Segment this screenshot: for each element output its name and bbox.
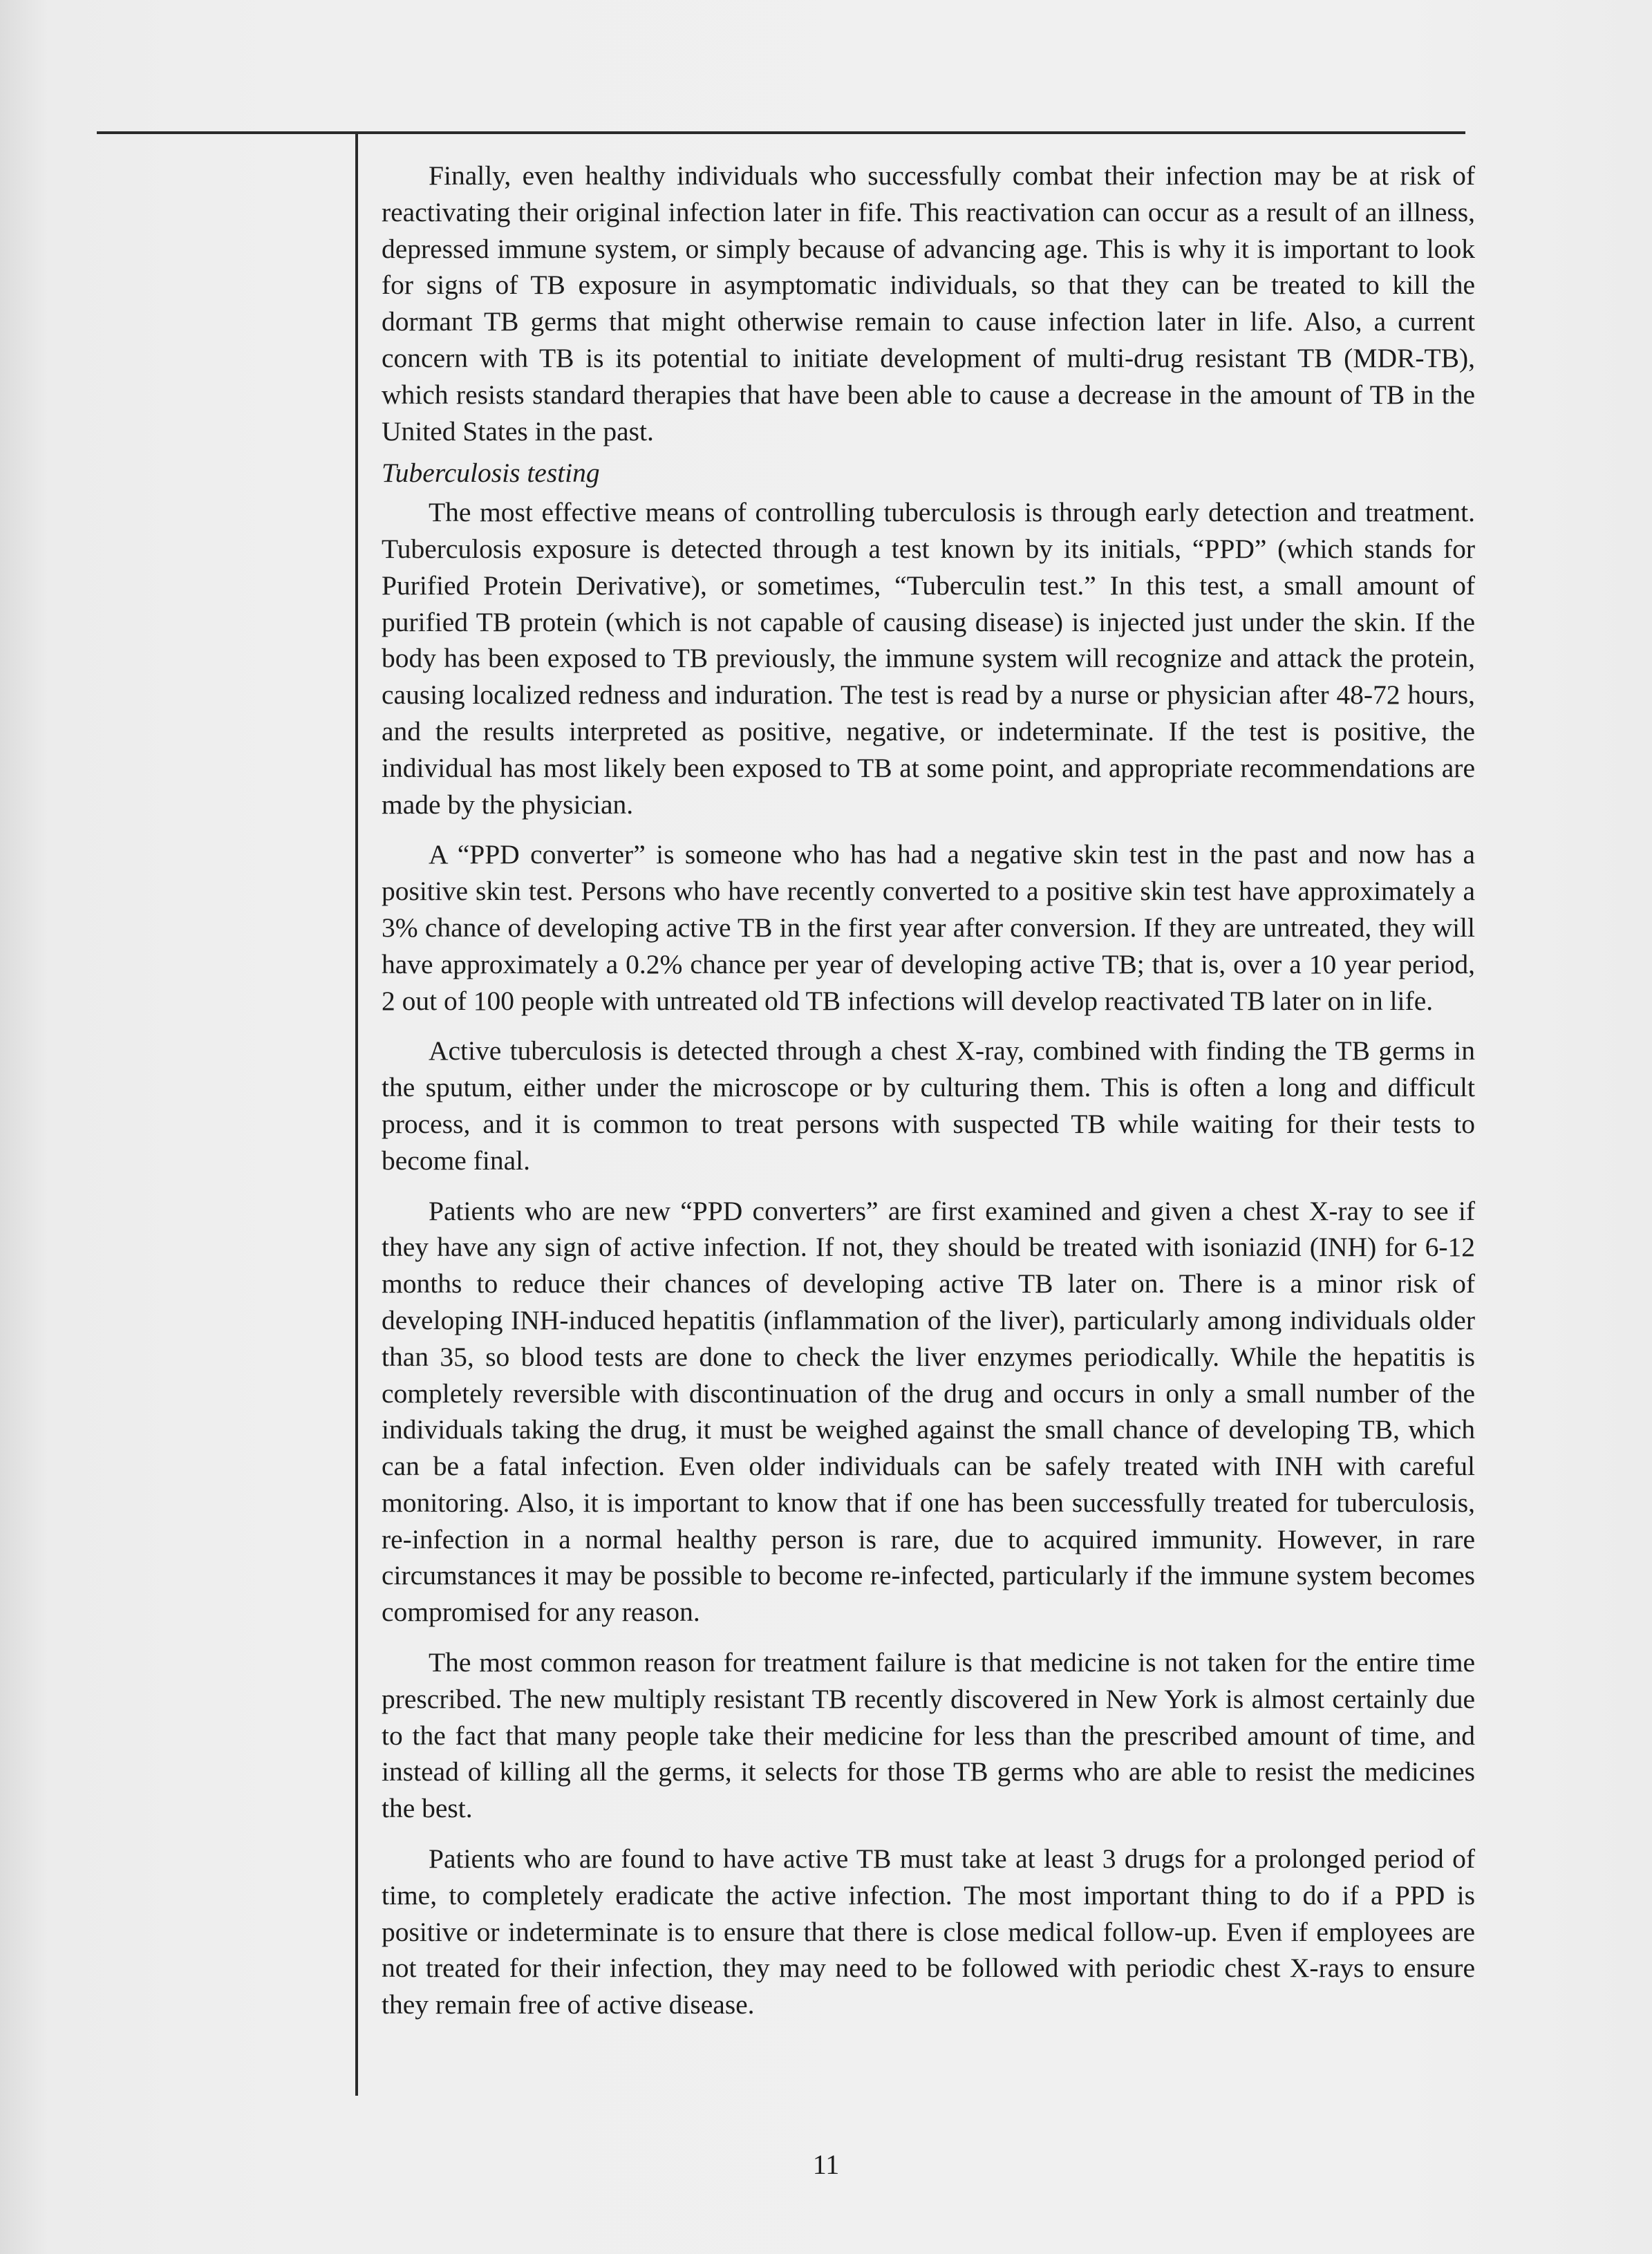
body-text-column	[382, 158, 1475, 2037]
page-number: 11	[812, 2149, 840, 2180]
paragraph-active-tb-drugs: Patients who are found to have active TB must take at least 3 drugs for a prolonged period of time, to completely eradicate the active infection. The most important thing to do if a PPD is positive or indeterminate is to ensure that there is close medical follow-up. Even if employees are not treated for their infection, they may need to be followed with periodic chest X-rays to ensure they remain free of active disease.	[382, 1843, 1475, 2020]
left-margin-rule	[355, 133, 358, 2096]
paragraph-reactivation: Finally, even healthy individuals who successfully combat their infection may be at risk of reactivating their original infection later in fife. This reactivation can occur as a result of an illness, depressed immune system, or simply because of advancing age. This is why it is important to look for signs of TB exposure in asymptomatic individuals, so that they can be treated to kill the dormant TB germs that might otherwise remain to cause infection later in life. Also, a current concern with TB is its potential to initiate development of multi-drug resistant TB (MDR-TB), which resists standard therapies that have been able to cause a decrease in the amount of TB in the United States in the past.	[382, 160, 1475, 447]
section-heading-tuberculosis-testing: Tuberculosis testing	[382, 458, 600, 489]
paragraph-early-detection: The most effective means of controlling tuberculosis is through early detection and treatment. Tuberculosis exposure is detected through a test known by its initials, “PPD” (which stands for Purified Protein Derivative), or sometimes, “Tuberculin test.” In this test, a small amount of purified TB protein (which is not capable of causing disease) is injected just under the skin. If the body has been exposed to TB previously, the immune system will recognize and attack the protein, causing localized redness and induration. The test is read by a nurse or physician after 48-72 hours, and the results interpreted as positive, negative, or indeterminate. If the test is positive, the individual has most likely been exposed to TB at some point, and appropriate recommendations are made by the physician.	[382, 497, 1475, 820]
paragraph-treatment-failure: The most common reason for treatment failure is that medicine is not taken for the entire time prescribed. The new multiply resistant TB recently discovered in New York is almost certainly due to the fact that many people take their medicine for less than the prescribed amount of time, and instead of killing all the germs, it selects for those TB germs who are able to resist the medicines the best.	[382, 1647, 1475, 1824]
top-rule	[97, 131, 1465, 134]
paragraph-isoniazid-treatment: Patients who are new “PPD converters” are first examined and given a chest X-ray to see if they have any sign of active infection. If not, they should be treated with isoniazid (INH) for 6-12 months to reduce their chances of developing active TB later on. There is a minor risk of developing INH-induced hepatitis (inflammation of the liver), particularly among individuals older than 35, so blood tests are done to check the liver enzymes periodically. While the hepatitis is completely reversible with discontinuation of the drug and occurs in only a small number of the individuals taking the drug, it must be weighed against the small chance of developing TB, which can be a fatal infection. Even older individuals can be safely treated with INH with careful monitoring. Also, it is important to know that if one has been successfully treated for tuberculosis, re-infection in a normal healthy person is rare, due to acquired immunity. However, in rare circumstances it may be possible to become re-infected, particularly if the immune system becomes compromised for any reason.	[382, 1195, 1475, 1628]
paragraph-ppd-converter: A “PPD converter” is someone who has had a negative skin test in the past and now has a positive skin test. Persons who have recently converted to a positive skin test have approximately a 3% chance of developing active TB in the first year after conversion. If they are untreated, they will have approximately a 0.2% chance per year of developing active TB; that is, over a 10 year period, 2 out of 100 people with untreated old TB infections will develop reactivated TB later on in life.	[382, 839, 1475, 1016]
paragraph-active-tb-detection: Active tuberculosis is detected through a chest X-ray, combined with finding the TB germs in the sputum, either under the microscope or by culturing them. This is often a long and difficult process, and it is common to treat persons with suspected TB while waiting for their tests to become final.	[382, 1035, 1475, 1176]
